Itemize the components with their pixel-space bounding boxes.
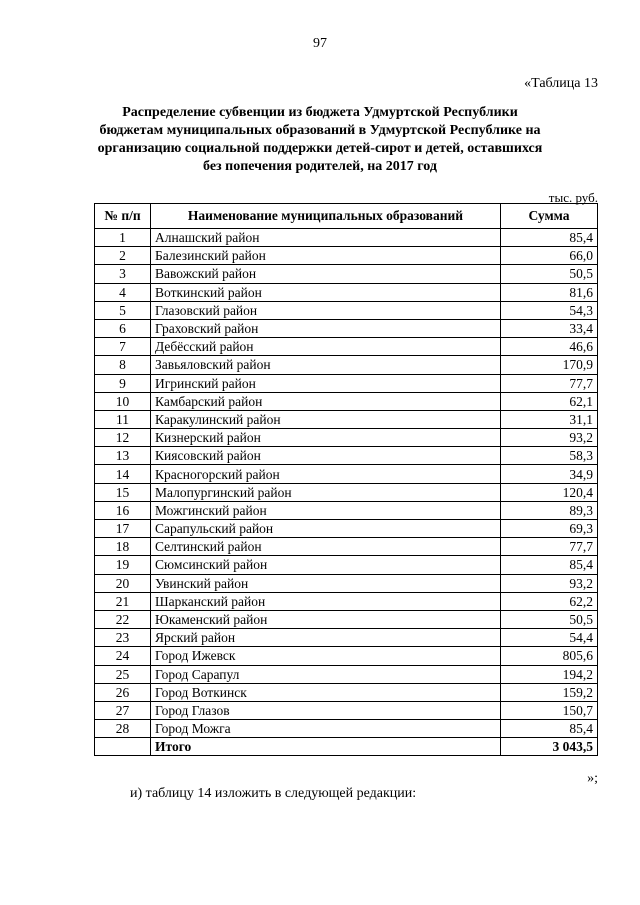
row-name: Граховский район — [151, 319, 501, 337]
row-name: Воткинский район — [151, 283, 501, 301]
table-row — [95, 265, 598, 283]
row-sum: 805,6 — [501, 647, 598, 665]
table-row — [95, 483, 598, 501]
row-sum: 69,3 — [501, 520, 598, 538]
row-name: Можгинский район — [151, 501, 501, 519]
row-number: 21 — [95, 592, 151, 610]
table-row — [95, 501, 598, 519]
row-name: Дебёсский район — [151, 338, 501, 356]
row-number: 27 — [95, 701, 151, 719]
table-total-row — [95, 738, 598, 756]
row-number: 24 — [95, 647, 151, 665]
table-row — [95, 556, 598, 574]
row-name: Кизнерский район — [151, 429, 501, 447]
row-number: 28 — [95, 720, 151, 738]
row-sum: 120,4 — [501, 483, 598, 501]
row-name: Сюмсинский район — [151, 556, 501, 574]
subvention-table — [94, 203, 598, 756]
row-name: Город Ижевск — [151, 647, 501, 665]
table-row — [95, 447, 598, 465]
row-name: Балезинский район — [151, 247, 501, 265]
row-name: Город Сарапул — [151, 665, 501, 683]
row-number: 11 — [95, 410, 151, 428]
table-row — [95, 392, 598, 410]
row-name: Юкаменский район — [151, 610, 501, 628]
row-number: 26 — [95, 683, 151, 701]
row-sum: 33,4 — [501, 319, 598, 337]
table-row — [95, 665, 598, 683]
table-body — [95, 229, 598, 756]
table-row — [95, 319, 598, 337]
table-row — [95, 301, 598, 319]
row-number: 7 — [95, 338, 151, 356]
row-sum: 77,7 — [501, 538, 598, 556]
row-sum: 62,1 — [501, 392, 598, 410]
table-row — [95, 247, 598, 265]
row-number: 2 — [95, 247, 151, 265]
row-name: Вавожский район — [151, 265, 501, 283]
row-sum: 93,2 — [501, 429, 598, 447]
table-row — [95, 629, 598, 647]
row-sum: 89,3 — [501, 501, 598, 519]
page-number: 97 — [313, 36, 327, 51]
table-row — [95, 574, 598, 592]
table-row — [95, 720, 598, 738]
row-number: 10 — [95, 392, 151, 410]
units-label: тыс. руб. — [548, 190, 598, 205]
row-number: 12 — [95, 429, 151, 447]
row-sum: 159,2 — [501, 683, 598, 701]
row-name: Алнашский район — [151, 229, 501, 247]
title-line: организацию социальной поддержки детей-сирот и детей, оставшихся — [97, 141, 543, 156]
row-sum: 62,2 — [501, 592, 598, 610]
total-label: Итого — [151, 738, 501, 756]
row-name: Шарканский район — [151, 592, 501, 610]
table-row — [95, 410, 598, 428]
header-sum: Сумма — [501, 204, 598, 229]
row-number: 20 — [95, 574, 151, 592]
total-sum: 3 043,5 — [501, 738, 598, 756]
row-sum: 54,4 — [501, 629, 598, 647]
total-empty-cell — [95, 738, 151, 756]
table-row — [95, 465, 598, 483]
row-sum: 85,4 — [501, 229, 598, 247]
row-number: 3 — [95, 265, 151, 283]
row-number: 19 — [95, 556, 151, 574]
close-quote: »; — [587, 771, 598, 786]
row-sum: 194,2 — [501, 665, 598, 683]
row-number: 5 — [95, 301, 151, 319]
row-number: 1 — [95, 229, 151, 247]
table-row — [95, 374, 598, 392]
row-number: 17 — [95, 520, 151, 538]
row-sum: 54,3 — [501, 301, 598, 319]
row-number: 9 — [95, 374, 151, 392]
header-number: № п/п — [95, 204, 151, 229]
row-number: 23 — [95, 629, 151, 647]
table-row — [95, 229, 598, 247]
row-number: 13 — [95, 447, 151, 465]
row-number: 18 — [95, 538, 151, 556]
table-row — [95, 538, 598, 556]
table-row — [95, 429, 598, 447]
row-number: 4 — [95, 283, 151, 301]
row-number: 14 — [95, 465, 151, 483]
row-name: Ярский район — [151, 629, 501, 647]
row-number: 15 — [95, 483, 151, 501]
table-row — [95, 283, 598, 301]
table-header-row — [95, 204, 598, 229]
row-name: Завьяловский район — [151, 356, 501, 374]
row-name: Малопургинский район — [151, 483, 501, 501]
row-name: Игринский район — [151, 374, 501, 392]
table-caption: «Таблица 13 — [524, 76, 598, 91]
row-number: 22 — [95, 610, 151, 628]
row-name: Город Воткинск — [151, 683, 501, 701]
row-name: Сарапульский район — [151, 520, 501, 538]
row-sum: 66,0 — [501, 247, 598, 265]
row-sum: 58,3 — [501, 447, 598, 465]
row-sum: 46,6 — [501, 338, 598, 356]
document-title — [80, 104, 560, 176]
row-number: 8 — [95, 356, 151, 374]
row-sum: 50,5 — [501, 265, 598, 283]
row-name: Глазовский район — [151, 301, 501, 319]
row-name: Каракулинский район — [151, 410, 501, 428]
title-line: бюджетам муниципальных образований в Удмуртской Республике на — [99, 123, 541, 138]
row-sum: 150,7 — [501, 701, 598, 719]
row-name: Город Глазов — [151, 701, 501, 719]
row-sum: 77,7 — [501, 374, 598, 392]
table-row — [95, 520, 598, 538]
row-sum: 50,5 — [501, 610, 598, 628]
row-name: Камбарский район — [151, 392, 501, 410]
row-number: 6 — [95, 319, 151, 337]
row-sum: 31,1 — [501, 410, 598, 428]
table-row — [95, 356, 598, 374]
header-name: Наименование муниципальных образований — [151, 204, 501, 229]
row-name: Город Можга — [151, 720, 501, 738]
row-sum: 170,9 — [501, 356, 598, 374]
row-sum: 93,2 — [501, 574, 598, 592]
row-name: Киясовский район — [151, 447, 501, 465]
table-row — [95, 592, 598, 610]
row-sum: 85,4 — [501, 556, 598, 574]
row-name: Селтинский район — [151, 538, 501, 556]
row-sum: 34,9 — [501, 465, 598, 483]
row-name: Красногорский район — [151, 465, 501, 483]
table-row — [95, 647, 598, 665]
row-number: 25 — [95, 665, 151, 683]
row-number: 16 — [95, 501, 151, 519]
instruction-text: и) таблицу 14 изложить в следующей редакции: — [130, 786, 417, 801]
title-line: без попечения родителей, на 2017 год — [203, 159, 437, 174]
row-name: Увинский район — [151, 574, 501, 592]
title-line: Распределение субвенции из бюджета Удмуртской Республики — [122, 105, 518, 120]
row-sum: 85,4 — [501, 720, 598, 738]
row-sum: 81,6 — [501, 283, 598, 301]
table-row — [95, 338, 598, 356]
table-row — [95, 683, 598, 701]
table-row — [95, 610, 598, 628]
table-row — [95, 701, 598, 719]
